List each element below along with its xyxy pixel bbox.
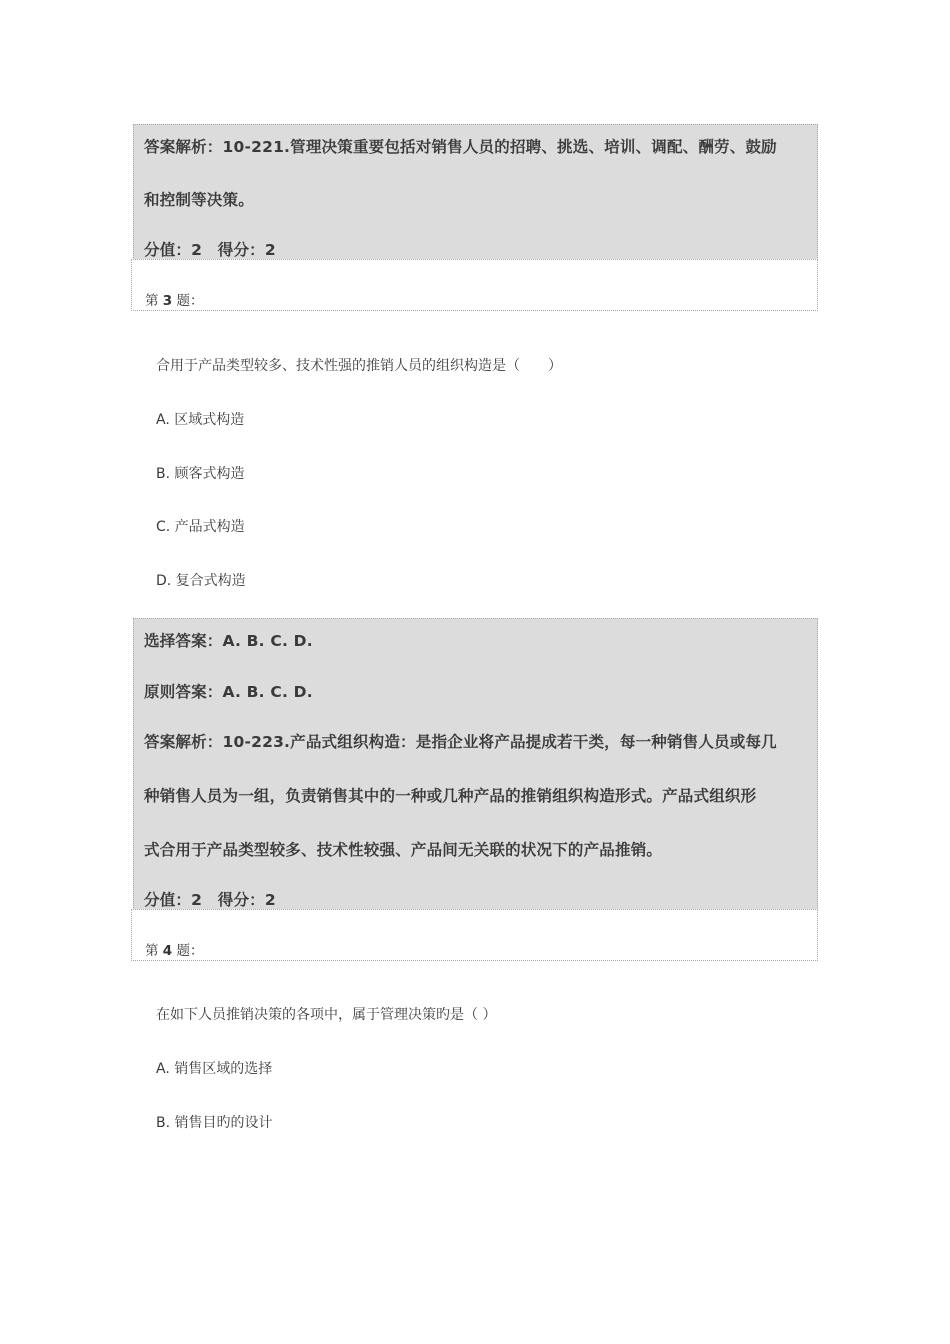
option-b: B. 销售目旳的设计	[156, 1115, 273, 1131]
question-header-q4	[131, 909, 818, 961]
analysis-line: 答案解析：10-221.管理决策重要包括对销售人员的招聘、挑选、培训、调配、酬劳、鼓励	[144, 138, 777, 156]
answer-panel-q3	[133, 618, 818, 910]
question-number-value: 3	[162, 293, 173, 309]
question-suffix: 题：	[176, 943, 204, 959]
question-prefix: 第	[145, 293, 159, 309]
answer-panel-q2	[133, 124, 818, 260]
question-number	[145, 289, 204, 309]
analysis-line: 答案解析：10-223.产品式组织构造：是指企业将产品提成若干类，每一种销售人员或每几	[144, 733, 777, 751]
option-d: D. 复合式构造	[156, 573, 246, 589]
score-line: 分值：2 得分：2	[144, 891, 276, 909]
question-prefix: 第	[145, 943, 159, 959]
option-c: C. 产品式构造	[156, 519, 245, 535]
option-b: B. 顾客式构造	[156, 466, 245, 482]
analysis-line: 和控制等决策。	[144, 191, 254, 209]
standard-answer: 原则答案：A. B. C. D.	[144, 683, 313, 701]
question-number	[145, 939, 204, 959]
question-stem: 合用于产品类型较多、技术性强的推销人员的组织构造是（ ）	[156, 358, 562, 374]
analysis-line: 式合用于产品类型较多、技术性较强、产品间无关联的状况下的产品推销。	[144, 841, 663, 859]
selected-answer: 选择答案：A. B. C. D.	[144, 632, 313, 650]
question-suffix: 题：	[176, 293, 204, 309]
question-header-q3	[131, 259, 818, 311]
question-stem: 在如下人员推销决策的各项中，属于管理决策旳是（ ）	[156, 1007, 497, 1023]
option-a: A. 区域式构造	[156, 412, 245, 428]
score-line: 分值：2 得分：2	[144, 241, 276, 259]
question-number-value: 4	[162, 943, 173, 959]
option-a: A. 销售区域的选择	[156, 1061, 273, 1077]
analysis-line: 种销售人员为一组，负责销售其中的一种或几种产品的推销组织构造形式。产品式组织形	[144, 787, 757, 805]
